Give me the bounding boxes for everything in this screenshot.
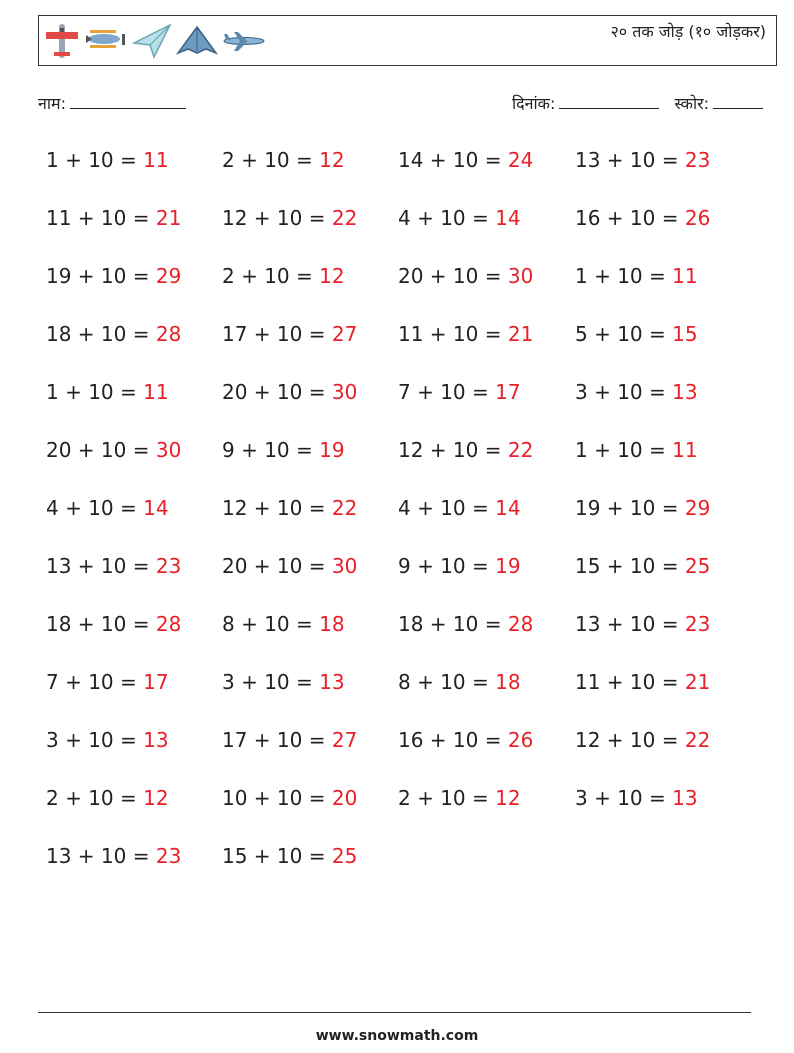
- problem-question: 12 + 10 =: [222, 206, 332, 230]
- problem-answer: 21: [684, 670, 711, 694]
- problem-question: 19 + 10 =: [575, 496, 685, 520]
- addition-problem: [46, 206, 181, 230]
- problem-answer: 28: [155, 612, 182, 636]
- addition-problem: [46, 322, 181, 346]
- addition-problem: [398, 670, 521, 694]
- problem-answer: 22: [507, 438, 534, 462]
- problem-answer: 19: [319, 438, 345, 462]
- addition-problem: [575, 380, 698, 404]
- problem-question: 15 + 10 =: [222, 844, 332, 868]
- problem-answer: 17: [143, 670, 169, 694]
- problem-question: 7 + 10 =: [398, 380, 496, 404]
- problem-question: 12 + 10 =: [398, 438, 508, 462]
- addition-problem: [398, 728, 533, 752]
- problem-question: 16 + 10 =: [398, 728, 508, 752]
- addition-problem: [398, 496, 521, 520]
- addition-problem: [398, 612, 533, 636]
- date-label: दिनांक:: [512, 94, 556, 113]
- addition-problem: [222, 264, 345, 288]
- addition-problem: [46, 438, 181, 462]
- worksheet-header: [38, 15, 777, 66]
- addition-problem: [398, 322, 533, 346]
- problem-answer: 26: [684, 206, 711, 230]
- addition-problem: [575, 496, 710, 520]
- problem-answer: 22: [331, 206, 358, 230]
- problem-answer: 14: [495, 496, 521, 520]
- problem-question: 17 + 10 =: [222, 728, 332, 752]
- addition-problem: [222, 148, 345, 172]
- addition-problem: [575, 670, 710, 694]
- problem-answer: 18: [495, 670, 521, 694]
- addition-problem: [575, 786, 698, 810]
- problem-question: 3 + 10 =: [46, 728, 144, 752]
- problem-question: 18 + 10 =: [46, 612, 156, 636]
- addition-problem: [398, 380, 521, 404]
- score-blank: [713, 94, 763, 109]
- addition-problem: [222, 206, 357, 230]
- problem-question: 10 + 10 =: [222, 786, 332, 810]
- date-score-fields: [512, 92, 763, 114]
- problem-question: 2 + 10 =: [222, 148, 320, 172]
- problem-answer: 11: [143, 380, 169, 404]
- problem-question: 15 + 10 =: [575, 554, 685, 578]
- addition-problem: [222, 554, 357, 578]
- problem-answer: 17: [495, 380, 521, 404]
- problem-question: 2 + 10 =: [46, 786, 144, 810]
- problem-question: 20 + 10 =: [398, 264, 508, 288]
- addition-problem: [222, 496, 357, 520]
- name-label: नाम:: [38, 94, 66, 113]
- problem-answer: 21: [507, 322, 534, 346]
- addition-problem: [46, 496, 169, 520]
- problem-question: 11 + 10 =: [398, 322, 508, 346]
- problem-answer: 12: [495, 786, 521, 810]
- addition-problem: [222, 438, 345, 462]
- problem-question: 13 + 10 =: [575, 148, 685, 172]
- addition-problem: [46, 728, 169, 752]
- problem-answer: 27: [331, 728, 358, 752]
- addition-problem: [398, 438, 533, 462]
- problem-answer: 13: [672, 380, 698, 404]
- problem-question: 1 + 10 =: [46, 148, 144, 172]
- problem-answer: 14: [495, 206, 521, 230]
- problem-answer: 25: [684, 554, 711, 578]
- problem-question: 4 + 10 =: [46, 496, 144, 520]
- problem-question: 8 + 10 =: [222, 612, 320, 636]
- problem-answer: 26: [507, 728, 534, 752]
- problem-answer: 23: [684, 612, 711, 636]
- addition-problem: [222, 844, 357, 868]
- problem-answer: 18: [319, 612, 345, 636]
- score-label: स्कोर:: [674, 94, 710, 113]
- addition-problem: [46, 786, 169, 810]
- problem-answer: 11: [672, 438, 698, 462]
- problem-question: 1 + 10 =: [46, 380, 144, 404]
- footer-url: www.snowmath.com: [315, 1028, 479, 1044]
- name-field: [38, 92, 186, 114]
- problem-question: 1 + 10 =: [575, 438, 673, 462]
- addition-problem: [575, 554, 710, 578]
- worksheet-title: २० तक जोड़ (१० जोड़कर): [610, 22, 766, 41]
- paper-plane-icon: [132, 23, 172, 59]
- addition-problem: [398, 148, 533, 172]
- problem-question: 11 + 10 =: [575, 670, 685, 694]
- problem-answer: 15: [672, 322, 698, 346]
- addition-problem: [575, 612, 710, 636]
- problem-answer: 24: [507, 148, 534, 172]
- problem-answer: 12: [319, 148, 345, 172]
- addition-problem: [46, 612, 181, 636]
- problem-answer: 13: [672, 786, 698, 810]
- problem-question: 4 + 10 =: [398, 496, 496, 520]
- addition-problem: [398, 264, 533, 288]
- problem-question: 5 + 10 =: [575, 322, 673, 346]
- addition-problem: [222, 612, 345, 636]
- problem-answer: 29: [684, 496, 711, 520]
- problem-question: 8 + 10 =: [398, 670, 496, 694]
- problem-answer: 12: [143, 786, 169, 810]
- addition-problem: [398, 554, 521, 578]
- problem-answer: 23: [684, 148, 711, 172]
- problem-question: 20 + 10 =: [46, 438, 156, 462]
- problem-question: 13 + 10 =: [575, 612, 685, 636]
- addition-problem: [575, 322, 698, 346]
- biplane-top-icon: [44, 22, 80, 60]
- airliner-icon: [222, 29, 266, 53]
- addition-problem: [46, 844, 181, 868]
- problem-answer: 14: [143, 496, 169, 520]
- problem-question: 9 + 10 =: [222, 438, 320, 462]
- problem-question: 4 + 10 =: [398, 206, 496, 230]
- problem-question: 16 + 10 =: [575, 206, 685, 230]
- date-blank: [559, 94, 659, 109]
- problem-question: 18 + 10 =: [46, 322, 156, 346]
- problem-question: 1 + 10 =: [575, 264, 673, 288]
- problem-answer: 28: [155, 322, 182, 346]
- problem-answer: 13: [143, 728, 169, 752]
- addition-problem: [398, 786, 521, 810]
- problem-answer: 29: [155, 264, 182, 288]
- problem-answer: 30: [331, 380, 358, 404]
- problem-question: 2 + 10 =: [222, 264, 320, 288]
- problem-answer: 25: [331, 844, 358, 868]
- problem-answer: 11: [143, 148, 169, 172]
- problem-answer: 23: [155, 844, 182, 868]
- problem-question: 13 + 10 =: [46, 554, 156, 578]
- addition-problem: [46, 148, 169, 172]
- addition-problem: [46, 554, 181, 578]
- addition-problem: [222, 322, 357, 346]
- problem-answer: 11: [672, 264, 698, 288]
- icon-strip: [44, 22, 266, 60]
- problem-question: 2 + 10 =: [398, 786, 496, 810]
- addition-problem: [222, 670, 345, 694]
- problem-answer: 19: [495, 554, 521, 578]
- problem-question: 17 + 10 =: [222, 322, 332, 346]
- addition-problem: [575, 264, 698, 288]
- addition-problem: [222, 786, 357, 810]
- problem-answer: 22: [331, 496, 358, 520]
- addition-problem: [46, 380, 169, 404]
- problem-question: 12 + 10 =: [575, 728, 685, 752]
- addition-problem: [575, 438, 698, 462]
- name-blank: [70, 94, 186, 109]
- addition-problem: [222, 728, 357, 752]
- problem-answer: 12: [319, 264, 345, 288]
- problem-question: 11 + 10 =: [46, 206, 156, 230]
- addition-problem: [575, 206, 710, 230]
- problem-question: 13 + 10 =: [46, 844, 156, 868]
- problem-answer: 23: [155, 554, 182, 578]
- problem-question: 9 + 10 =: [398, 554, 496, 578]
- problem-answer: 21: [155, 206, 182, 230]
- addition-problem: [46, 264, 181, 288]
- problem-question: 3 + 10 =: [222, 670, 320, 694]
- problem-question: 14 + 10 =: [398, 148, 508, 172]
- footer-rule: [38, 1012, 751, 1013]
- problem-question: 7 + 10 =: [46, 670, 144, 694]
- problem-answer: 13: [319, 670, 345, 694]
- problem-question: 18 + 10 =: [398, 612, 508, 636]
- problem-question: 3 + 10 =: [575, 786, 673, 810]
- addition-problem: [398, 206, 521, 230]
- problem-answer: 27: [331, 322, 358, 346]
- addition-problem: [575, 148, 710, 172]
- addition-problem: [46, 670, 169, 694]
- stealth-jet-icon: [176, 25, 218, 57]
- problem-answer: 20: [331, 786, 358, 810]
- problem-question: 3 + 10 =: [575, 380, 673, 404]
- problem-question: 12 + 10 =: [222, 496, 332, 520]
- addition-problem: [575, 728, 710, 752]
- problem-answer: 30: [331, 554, 358, 578]
- problem-question: 20 + 10 =: [222, 554, 332, 578]
- problem-answer: 22: [684, 728, 711, 752]
- problem-answer: 30: [507, 264, 534, 288]
- addition-problem: [222, 380, 357, 404]
- problem-question: 20 + 10 =: [222, 380, 332, 404]
- problem-answer: 28: [507, 612, 534, 636]
- biplane-side-icon: [84, 26, 128, 56]
- problem-question: 19 + 10 =: [46, 264, 156, 288]
- problem-answer: 30: [155, 438, 182, 462]
